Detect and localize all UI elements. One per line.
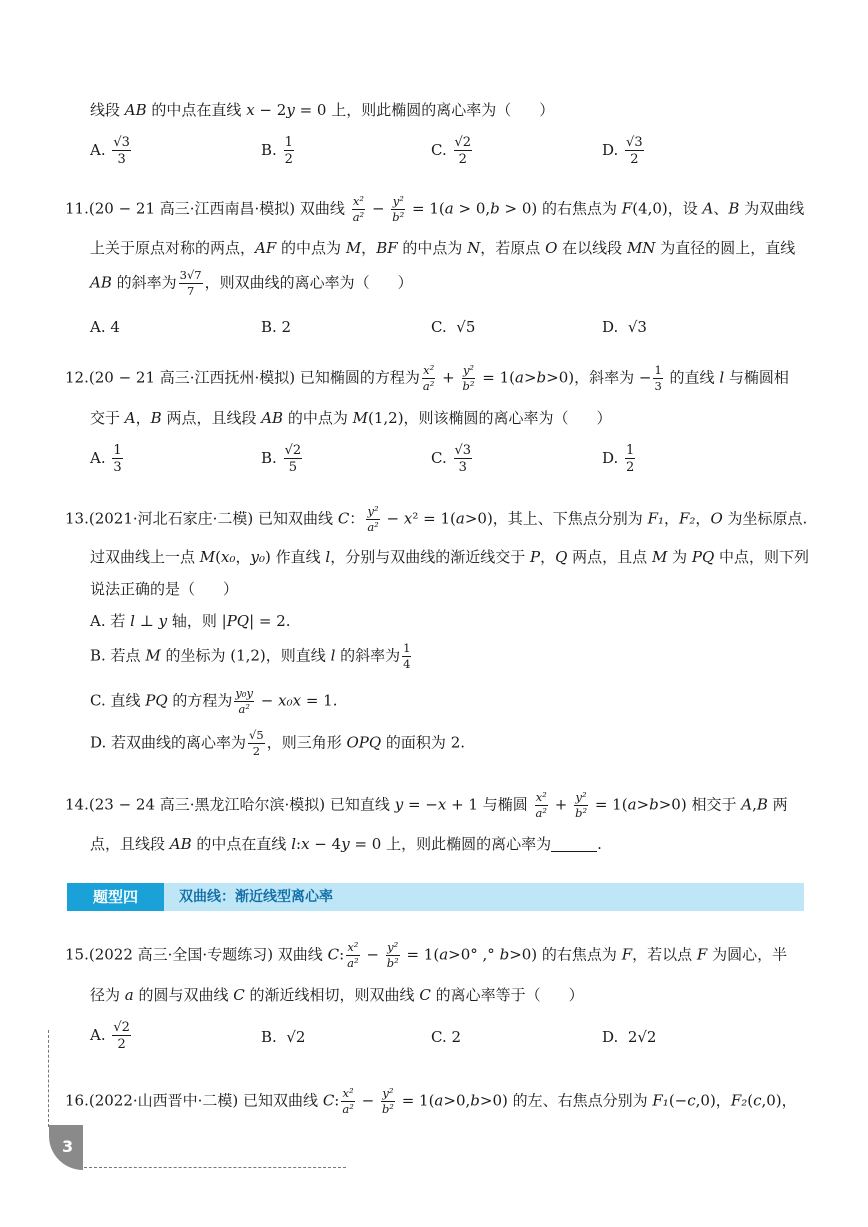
answer-blank [551,837,597,852]
q11-option-a: A. 4 [90,318,120,336]
q13-option-a: A. 若 l ⊥ y 轴，则 |PQ| = 2. [90,612,291,630]
q14-line-1: 14.(23 − 24 高三·黑龙江哈尔滨·模拟) 已知直线 y = −x + 1 与椭圆 $\frac{\text{x²}}{\text{a²}}$ + $\frac{\text{y²}}{\text{b²}}$ = 1(a>b>0) 相交于 A,B 两 [65,790,788,820]
q13-option-b: B. 若点 M 的坐标为 (1,2)，则直线 l 的斜率为 $\frac{1}{4}$ [90,641,411,671]
q11-line-2: 上关于原点对称的两点，AF 的中点为 M，BF 的中点为 N，若原点 O 在以线段 MN 为直径的圆上，直线 [90,239,796,257]
q12-option-a: A. $\frac{1}{3}$ [90,443,122,475]
q12-option-c: C. $\frac{√3}{3}$ [431,443,472,475]
q15-option-c: C. 2 [431,1028,462,1046]
footer-dashed-vertical [48,1030,49,1127]
q15-line-2: 径为 a 的圆与双曲线 C 的渐近线相切，则双曲线 C 的离心率等于（ ） [90,986,584,1004]
question-number: 16. [65,1091,89,1110]
q15-option-d: D. 2√2 [602,1028,657,1046]
q11-option-b: B. 2 [261,318,292,336]
q10-option-a: A. $\frac{√3}{3}$ [90,135,130,167]
q10-option-c: C. $\frac{√2}{2}$ [431,135,472,167]
page-number: 3 [62,1137,74,1156]
question-number: 15. [65,945,89,964]
footer-dashed-horizontal [84,1167,346,1168]
question-number: 12. [65,368,89,387]
question-number: 11. [65,199,89,218]
question-number: 13. [65,509,89,528]
q13-option-d: D. 若双曲线的离心率为 $\frac{√5}{2}$ ，则三角形 OPQ 的面积为 2. [90,728,466,758]
section-tag: 题型四 [67,883,164,911]
q12-option-d: D. $\frac{1}{2}$ [602,443,635,475]
q11-option-d: D. √3 [602,318,647,336]
q11-line-1: 11.(20 − 21 高三·江西南昌·模拟) 双曲线 $\frac{\text{x²}}{\text{a²}}$ − $\frac{\text{y²}}{\text{b²}}$ = 1(a > 0,b > 0) 的右焦点为 F(4,0)，设 A、B 为双曲线 [65,194,805,224]
q12-line-2: 交于 A，B 两点，且线段 AB 的中点为 M(1,2)，则该椭圆的离心率为（ ） [90,409,612,427]
q15-option-a: A. $\frac{√2}{2}$ [90,1020,130,1052]
q14-line-2: 点，且线段 AB 的中点在直线 l:x − 4y = 0 上，则此椭圆的离心率为 . [90,835,602,853]
q13-option-c: C. 直线 PQ 的方程为 $\frac{\text{y₀y}}{\text{a²}}$ − x₀x = 1. [90,686,338,716]
q15-option-b: B. √2 [261,1028,306,1046]
q13-line-1: 13.(2021·河北石家庄·二模) 已知双曲线 C： $\frac{\text{y²}}{\text{a²}}$ − x² = 1(a>0)，其上、下焦点分别为 F₁，F₂，O 为坐标原点. [65,504,808,534]
q10-option-b: B. $\frac{1}{2}$ [261,135,293,167]
question-number: 14. [65,795,89,814]
q13-line-3: 说法正确的是（ ） [90,580,239,598]
q13-line-2: 过双曲线上一点 M(x₀，y₀) 作直线 l，分别与双曲线的渐近线交于 P，Q 两点，且点 M 为 PQ 中点，则下列 [90,548,810,566]
q11-line-3: AB 的斜率为 $\frac{3√7}{7}$ ，则双曲线的离心率为（ ） [90,268,413,298]
q16-line-1: 16.(2022·山西晋中·二模) 已知双曲线 C: $\frac{\text{x²}}{\text{a²}}$ − $\frac{\text{y²}}{\text{b²}}$ = 1(a>0,b>0) 的左、右焦点分别为 F₁(−c,0)，F₂(c,0)， [65,1086,797,1116]
q10-stem-tail: 线段 AB 的中点在直线 x − 2y = 0 上，则此椭圆的离心率为（ ） [90,101,555,119]
section-title: 双曲线：渐近线型离心率 [179,889,333,905]
q11-option-c: C. √5 [431,318,476,336]
q10-option-d: D. $\frac{√3}{2}$ [602,135,643,167]
q12-line-1: 12.(20 − 21 高三·江西抚州·模拟) 已知椭圆的方程为 $\frac{\text{x²}}{\text{a²}}$ + $\frac{\text{y²}}{\text{b²}}$ = 1(a>b>0)，斜率为 − $\frac{1}{3}$ 的直线 l 与椭圆相 [65,363,789,393]
q15-line-1: 15.(2022 高三·全国·专题练习) 双曲线 C: $\frac{\text{x²}}{\text{a²}}$ − $\frac{\text{y²}}{\text{b²}}$ = 1(a>0° ,° b>0) 的右焦点为 F，若以点 F 为圆心，半 [65,940,788,970]
section-header [67,883,804,911]
q12-option-b: B. $\frac{√2}{5}$ [261,443,302,475]
